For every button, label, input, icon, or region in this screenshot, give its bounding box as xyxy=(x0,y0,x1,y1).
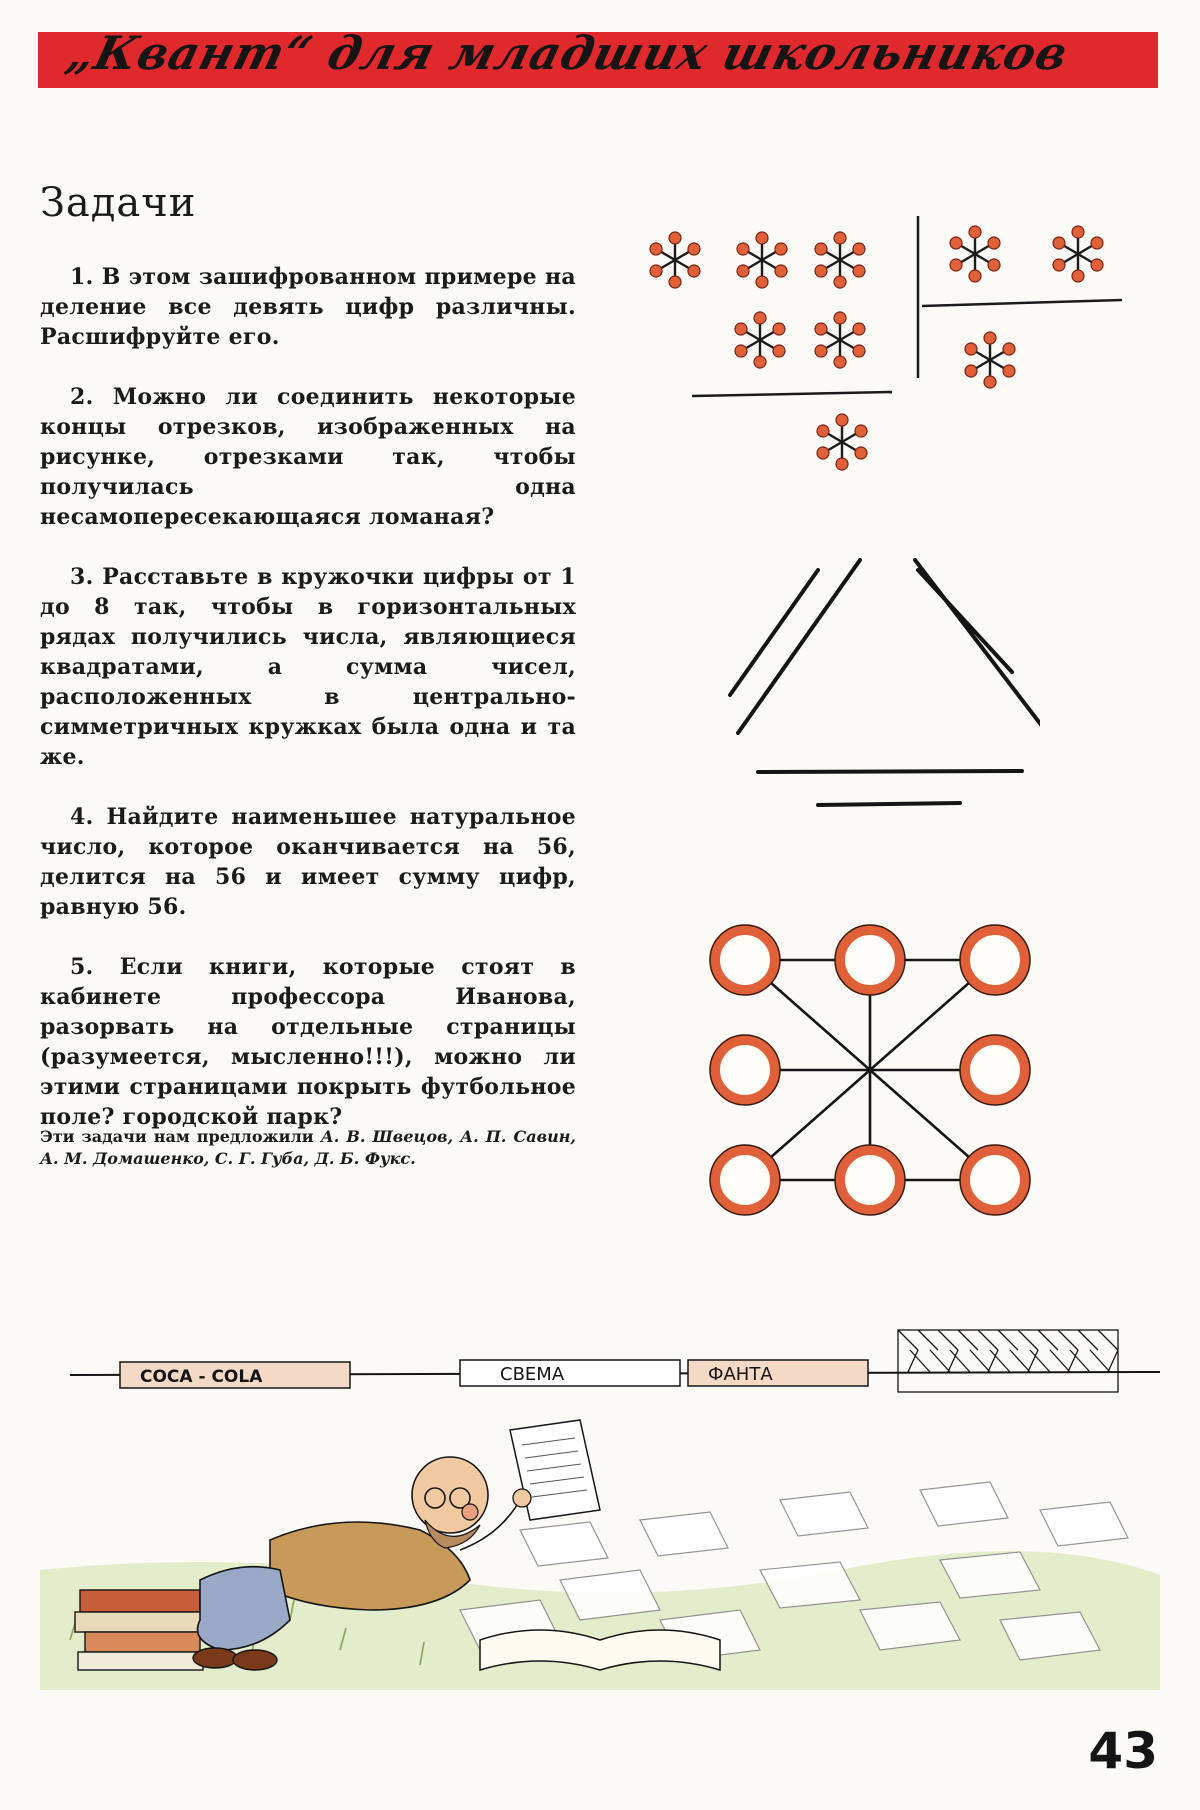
book-stack xyxy=(75,1590,205,1670)
problems-list xyxy=(40,262,576,1162)
ad-board-text: COCA - COLA xyxy=(140,1367,263,1387)
circle-bottom-right xyxy=(965,1150,1025,1210)
circle-top-left xyxy=(715,930,775,990)
goal-net xyxy=(898,1330,1118,1392)
circle-top-center xyxy=(840,930,900,990)
problem-5 xyxy=(40,952,576,1132)
digit-symbol-icon xyxy=(950,226,1000,282)
section-title: Задачи xyxy=(40,180,197,226)
figure-segments xyxy=(710,545,1040,815)
digit-symbol-icon xyxy=(650,232,700,288)
circle-top-right xyxy=(965,930,1025,990)
problem-4 xyxy=(40,802,576,922)
problem-number: 2. xyxy=(70,384,94,410)
digit-symbol-icon xyxy=(1053,226,1103,282)
problem-text: Можно ли соединить некоторые концы отрезков, изображенных на рисунке, отрезками так, чтобы получилась одна несамопересекающаяся ломаная? xyxy=(40,384,577,530)
circle-bottom-left xyxy=(715,1150,775,1210)
digit-symbol-icon xyxy=(735,312,785,368)
divisor-underline xyxy=(922,300,1122,306)
circle-middle-left xyxy=(715,1040,775,1100)
problem-2 xyxy=(40,382,576,532)
ad-board xyxy=(460,1360,680,1386)
subtraction-line xyxy=(692,392,892,396)
digit-symbol-icon xyxy=(815,232,865,288)
digit-symbol-icon xyxy=(737,232,787,288)
page-number: 43 xyxy=(1088,1722,1158,1780)
figure-circle-grid xyxy=(700,920,1040,1220)
segment-bottom-long xyxy=(758,771,1022,772)
banner-title: „Квант“ для младших школьников xyxy=(61,26,1075,80)
figure-division-puzzle xyxy=(630,208,1130,498)
segment-right-outer xyxy=(918,570,1012,672)
problem-text: Найдите наименьшее натуральное число, которое оканчивается на 56, делится на 56 и имеет сумму цифр, равную 56. xyxy=(40,804,576,920)
problem-text: В этом зашифрованном примере на деление все девять цифр различны. Расшифруйте его. xyxy=(40,264,576,350)
digit-symbol-icon xyxy=(965,332,1015,388)
problem-1 xyxy=(40,262,576,352)
credits xyxy=(40,1126,576,1170)
problem-text: Если книги, которые стоят в кабинете профессора Иванова, разорвать на отдельные страницы (разумеется, мысленно!!!), можно ли этими страницами покрыть футбольное поле? городской парк? xyxy=(40,954,576,1130)
problem-number: 5. xyxy=(70,954,94,980)
circle-middle-right xyxy=(965,1040,1025,1100)
problem-3 xyxy=(40,562,576,772)
circle-bottom-center xyxy=(840,1150,900,1210)
ad-board-text: СВЕМА xyxy=(500,1364,565,1385)
cartoon-illustration xyxy=(40,1320,1160,1690)
credits-lead: Эти задачи нам предложили xyxy=(40,1127,314,1146)
segment-left-inner xyxy=(738,560,860,733)
credits-names: А. В. Швецов, А. П. Савин, А. М. Домашенко, С. Г. Губа, Д. Б. Фукс. xyxy=(40,1127,577,1168)
problem-number: 3. xyxy=(70,564,94,590)
segment-bottom-short xyxy=(818,803,960,805)
header-banner xyxy=(38,26,1158,88)
digit-symbol-icon xyxy=(815,312,865,368)
segment-left-outer xyxy=(730,570,818,695)
digit-symbol-icon xyxy=(817,414,867,470)
problem-text: Расставьте в кружочки цифры от 1 до 8 так, чтобы в горизонтальных рядах получились числа, являющиеся квадратами, а сумма чисел, расположенных в центрально-симметричных кружках была одна и та же. xyxy=(40,564,576,770)
problem-number: 4. xyxy=(70,804,94,830)
ad-board-text: ФАНТА xyxy=(708,1364,773,1385)
problem-number: 1. xyxy=(70,264,94,290)
